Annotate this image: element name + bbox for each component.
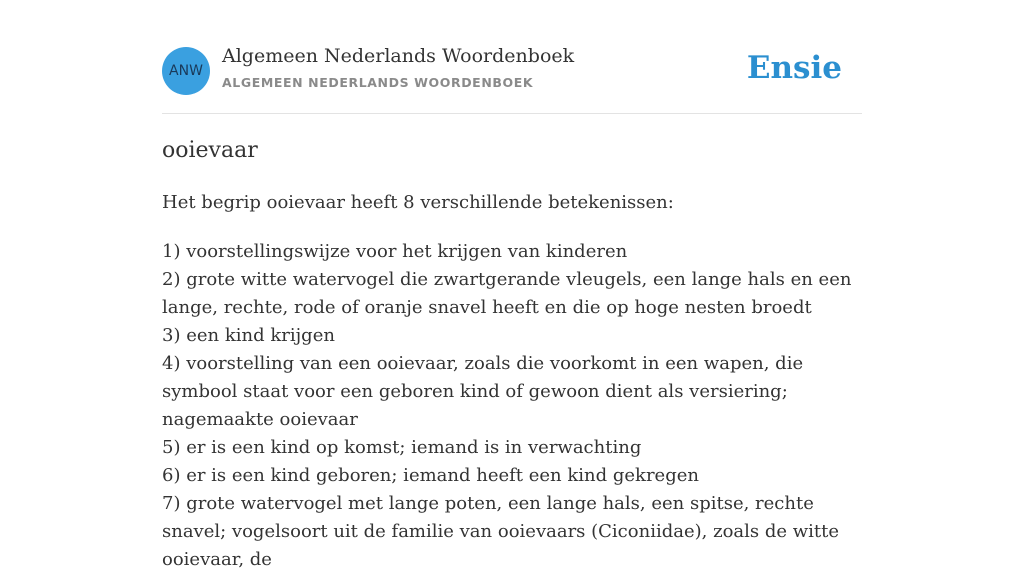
definition-item: 4) voorstelling van een ooievaar, zoals die voorkomt in een wapen, die symbool staat voor een geboren kind of gewoon dient als versiering; nagemaakte ooievaar: [162, 353, 804, 430]
definition-item: 3) een kind krijgen: [162, 325, 335, 346]
entry-intro: Het begrip ooievaar heeft 8 verschillende betekenissen:: [162, 192, 674, 213]
definition-item: 5) er is een kind op komst; iemand is in verwachting: [162, 437, 642, 458]
source-title[interactable]: Algemeen Nederlands Woordenboek: [222, 45, 575, 67]
source-header: [162, 0, 862, 114]
ensie-logo[interactable]: Ensie: [746, 50, 842, 86]
definition-item: 7) grote watervogel met lange poten, een lange hals, een spitse, rechte snavel; vogelsoort uit de familie van ooievaars (Ciconiidae), zoals de witte ooievaar, de: [162, 493, 840, 570]
entry-word: ooievaar: [162, 138, 258, 163]
content-column: [162, 0, 862, 570]
definition-item: 6) er is een kind geboren; iemand heeft een kind gekregen: [162, 465, 699, 486]
definition-list: [162, 238, 862, 574]
source-subtitle: ALGEMEEN NEDERLANDS WOORDENBOEK: [222, 75, 534, 90]
definition-item: 1) voorstellingswijze voor het krijgen van kinderen: [162, 241, 628, 262]
definition-item: 2) grote witte watervogel die zwartgerande vleugels, een lange hals en een lange, rechte, rode of oranje snavel heeft en die op hoge nesten broedt: [162, 269, 852, 318]
anw-logo[interactable]: ANW: [162, 47, 210, 95]
